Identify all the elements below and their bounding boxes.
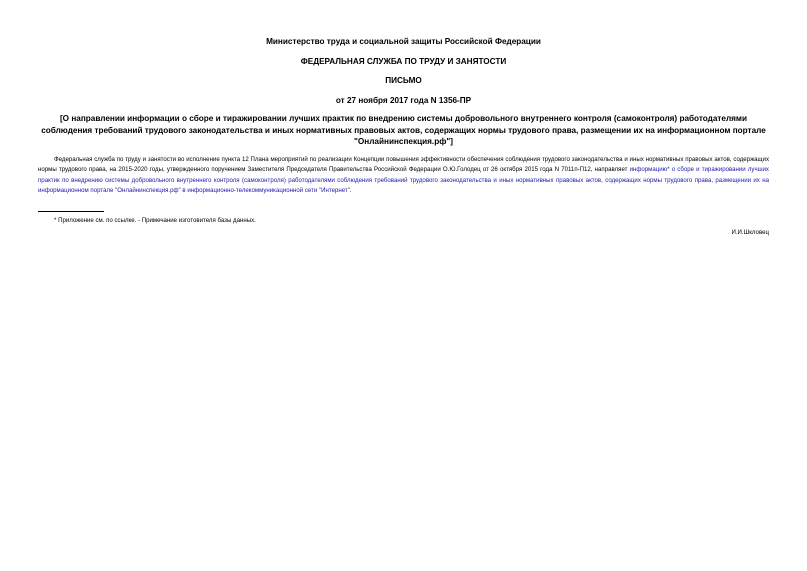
ministry-heading: Министерство труда и социальной защиты Российской Федерации [266,37,541,46]
signature: И.И.Шкловец [731,229,769,236]
body-paragraph [38,155,769,197]
footnote: * Приложение см. по ссылке. - Примечание изготовителя базы данных. [54,217,256,224]
document-date-number: от 27 ноября 2017 года N 1356-ПР [335,96,472,105]
body-text-end: . [349,187,352,195]
information-link[interactable]: информацию* о сборе и тиражировании лучших практик по внедрению системы добровольного внутреннего контроля (самоконтроля) работодателями соблюдения требований трудового законодательства и иных нормативных правовых актов, содержащих нормы трудового права, размещении их на информационном портале "Онлайнинспекция.рф" в информационно-телекоммуникационной сети "Интернет" [38,166,769,195]
service-heading: ФЕДЕРАЛЬНАЯ СЛУЖБА ПО ТРУДУ И ЗАНЯТОСТИ [300,57,507,66]
footnote-divider [38,211,104,212]
body-text-intro: Федеральная служба по труду и занятости во исполнение пункта 12 Плана мероприятий по реализации Концепции повышения эффективности обеспечения соблюдения трудового законодательства и иных нормативных правовых актов, содержащих нормы трудового права, на 2015-2020 годы, утвержденного поручением Заместителя Председателя Правительства Российской Федерации О.Ю.Голодец от 26 октября 2015 года N 7011п-П12, направляет [38,156,769,174]
document-subject: [О направлении информации о сборе и тиражировании лучших практик по внедрению системы добровольного внутреннего контроля (самоконтроля) работодателями соблюдения требований трудового законодательства и иных нормативных правовых актов, содержащих нормы трудового права, размещении их на информационном портале "Онлайнинспекция.рф"] [41,114,766,146]
document-type: ПИСЬМО [385,76,422,85]
